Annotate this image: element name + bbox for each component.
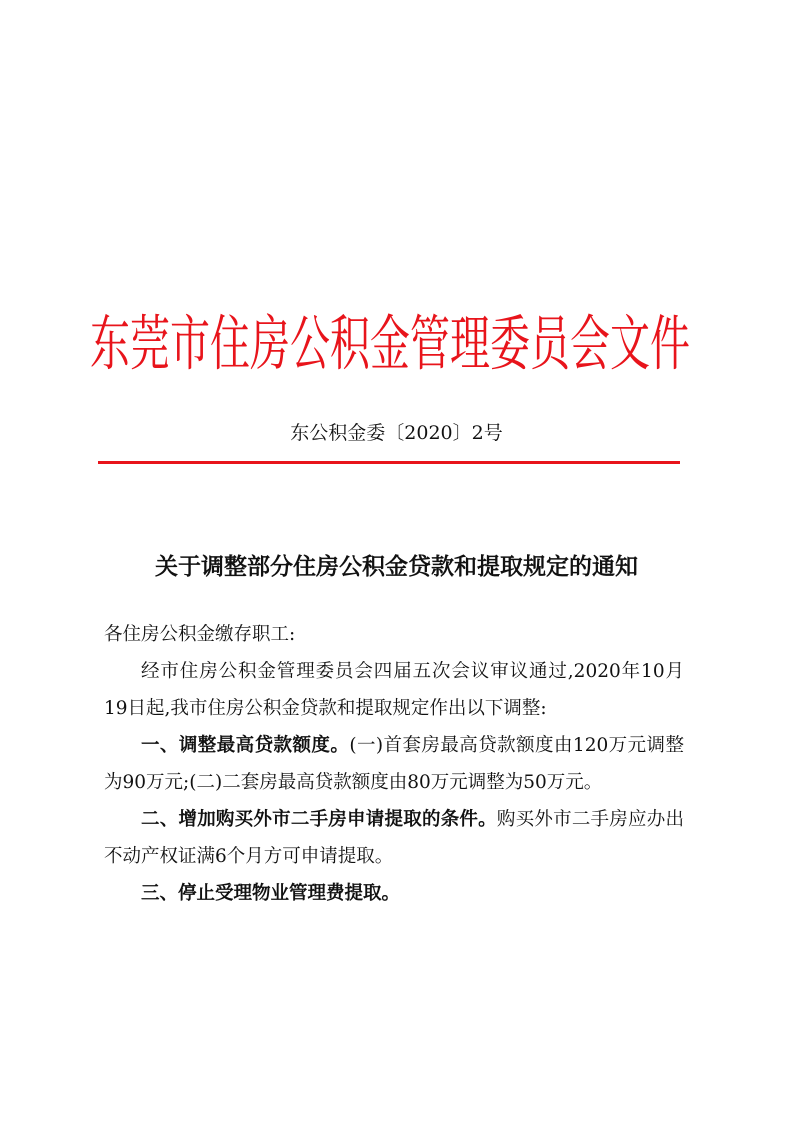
red-divider-line: [98, 461, 680, 464]
item-paragraph: [104, 801, 684, 875]
item-text: (一)首套房最高贷款额度由120万元调整为90万元;(二)二套房最高贷款额度由80万元调整为50万元。: [104, 735, 684, 793]
item-heading: 三、停止受理物业管理费提取。: [141, 883, 401, 904]
item-heading: 二、增加购买外市二手房申请提取的条件。: [141, 809, 497, 830]
letterhead-title: 东莞市住房公积金管理委员会文件: [90, 309, 690, 379]
item-text: 购买外市二手房应办出不动产权证满6个月方可申请提取。: [104, 809, 684, 867]
document-number: 东公积金委〔2020〕2号: [290, 422, 503, 444]
item-paragraph: [104, 875, 684, 912]
notice-body: [104, 616, 684, 912]
intro-paragraph: 经市住房公积金管理委员会四届五次会议审议通过,2020年10月19日起,我市住房公积金贷款和提取规定作出以下调整:: [104, 661, 684, 719]
salutation: 各住房公积金缴存职工:: [104, 624, 296, 645]
item-paragraph: [104, 727, 684, 801]
item-heading: 一、调整最高贷款额度。: [141, 735, 350, 756]
notice-title: 关于调整部分住房公积金贷款和提取规定的通知: [155, 553, 638, 580]
